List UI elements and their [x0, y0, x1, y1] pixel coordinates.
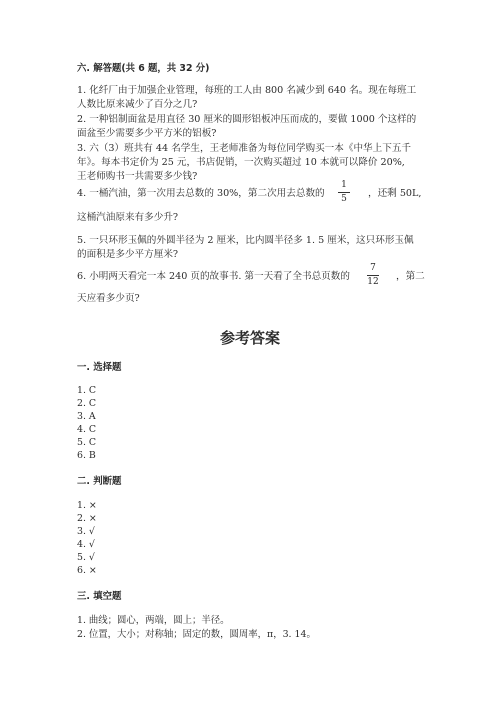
fill-answer-1: 1. 曲线；圆心，两端，圆上；半径。	[77, 615, 230, 626]
fraction-numerator: 1	[341, 180, 347, 190]
question-3-line-1: 3. 六（3）班共有 44 名学生，王老师准备为每位同学购买一本《中华上下五千	[77, 143, 412, 154]
choice-answer-6: 6. B	[77, 450, 96, 461]
judge-heading: 二. 判断题	[77, 476, 122, 487]
question-4-after-fraction: ，还剩 50L,	[368, 188, 422, 199]
choice-answer-2: 2. C	[77, 398, 97, 409]
choice-answer-3: 3. A	[77, 411, 96, 422]
question-4-line-2: 这桶汽油原来有多少升?	[77, 212, 179, 223]
judge-answer-4: 4. √	[77, 539, 95, 550]
judge-answer-1: 1. ×	[77, 500, 97, 511]
judge-answer-6: 6. ×	[77, 565, 97, 576]
fill-answer-2: 2. 位置，大小；对称轴；固定的数，圆周率，π，3. 14。	[77, 629, 316, 640]
fraction-bar	[367, 275, 379, 276]
question-2-line-2: 面盆至少需要多少平方米的铝板?	[77, 128, 217, 139]
judge-answer-2: 2. ×	[77, 513, 97, 524]
question-2-line-1: 2. 一种铝制面盆是用直径 30 厘米的圆形铝板冲压而成的，要做 1000 个这样的	[77, 114, 417, 125]
question-1-line-2: 人数比原来减少了百分之几?	[77, 99, 198, 110]
choice-heading: 一. 选择题	[77, 362, 122, 373]
fraction-denominator: 5	[341, 194, 347, 204]
question-6-fraction	[363, 263, 383, 288]
fraction-numerator: 7	[370, 263, 376, 273]
answers-title: 参考答案	[219, 329, 280, 347]
question-5-line-2: 的面积是多少平方厘米?	[77, 249, 179, 260]
question-6-after-fraction: ，第二	[396, 271, 425, 282]
question-6-line-1: 6. 小明两天看完一本 240 页的故事书. 第一天看了全书总页数的	[77, 271, 350, 282]
choice-answer-1: 1. C	[77, 385, 97, 396]
question-3-line-3: 王老师购书一共需要多少钱?	[77, 171, 198, 182]
fraction-denominator: 12	[367, 277, 379, 287]
choice-answer-4: 4. C	[77, 424, 97, 435]
fill-heading: 三. 填空题	[77, 591, 122, 602]
fraction-bar	[338, 192, 350, 193]
choice-answer-5: 5. C	[77, 437, 97, 448]
question-3-line-2: 年》。每本书定价为 25 元，书店促销，一次购买超过 10 本就可以降价 20%,	[77, 157, 405, 168]
question-5-line-1: 5. 一只环形玉佩的外圆半径为 2 厘米，比内圆半径多 1. 5 厘米，这只环形玉佩	[77, 235, 414, 246]
judge-answer-5: 5. √	[77, 552, 95, 563]
section-heading-solve: 六. 解答题(共 6 题，共 32 分)	[77, 63, 210, 74]
question-1-line-1: 1. 化纤厂由于加强企业管理，每班的工人由 800 名减少到 640 名。现在每班工	[77, 85, 417, 96]
question-6-line-2: 天应看多少页?	[77, 293, 140, 304]
question-4-fraction	[334, 180, 354, 205]
judge-answer-3: 3. √	[77, 526, 95, 537]
question-4-line-1: 4. 一桶汽油，第一次用去总数的 30%，第二次用去总数的	[77, 188, 325, 199]
